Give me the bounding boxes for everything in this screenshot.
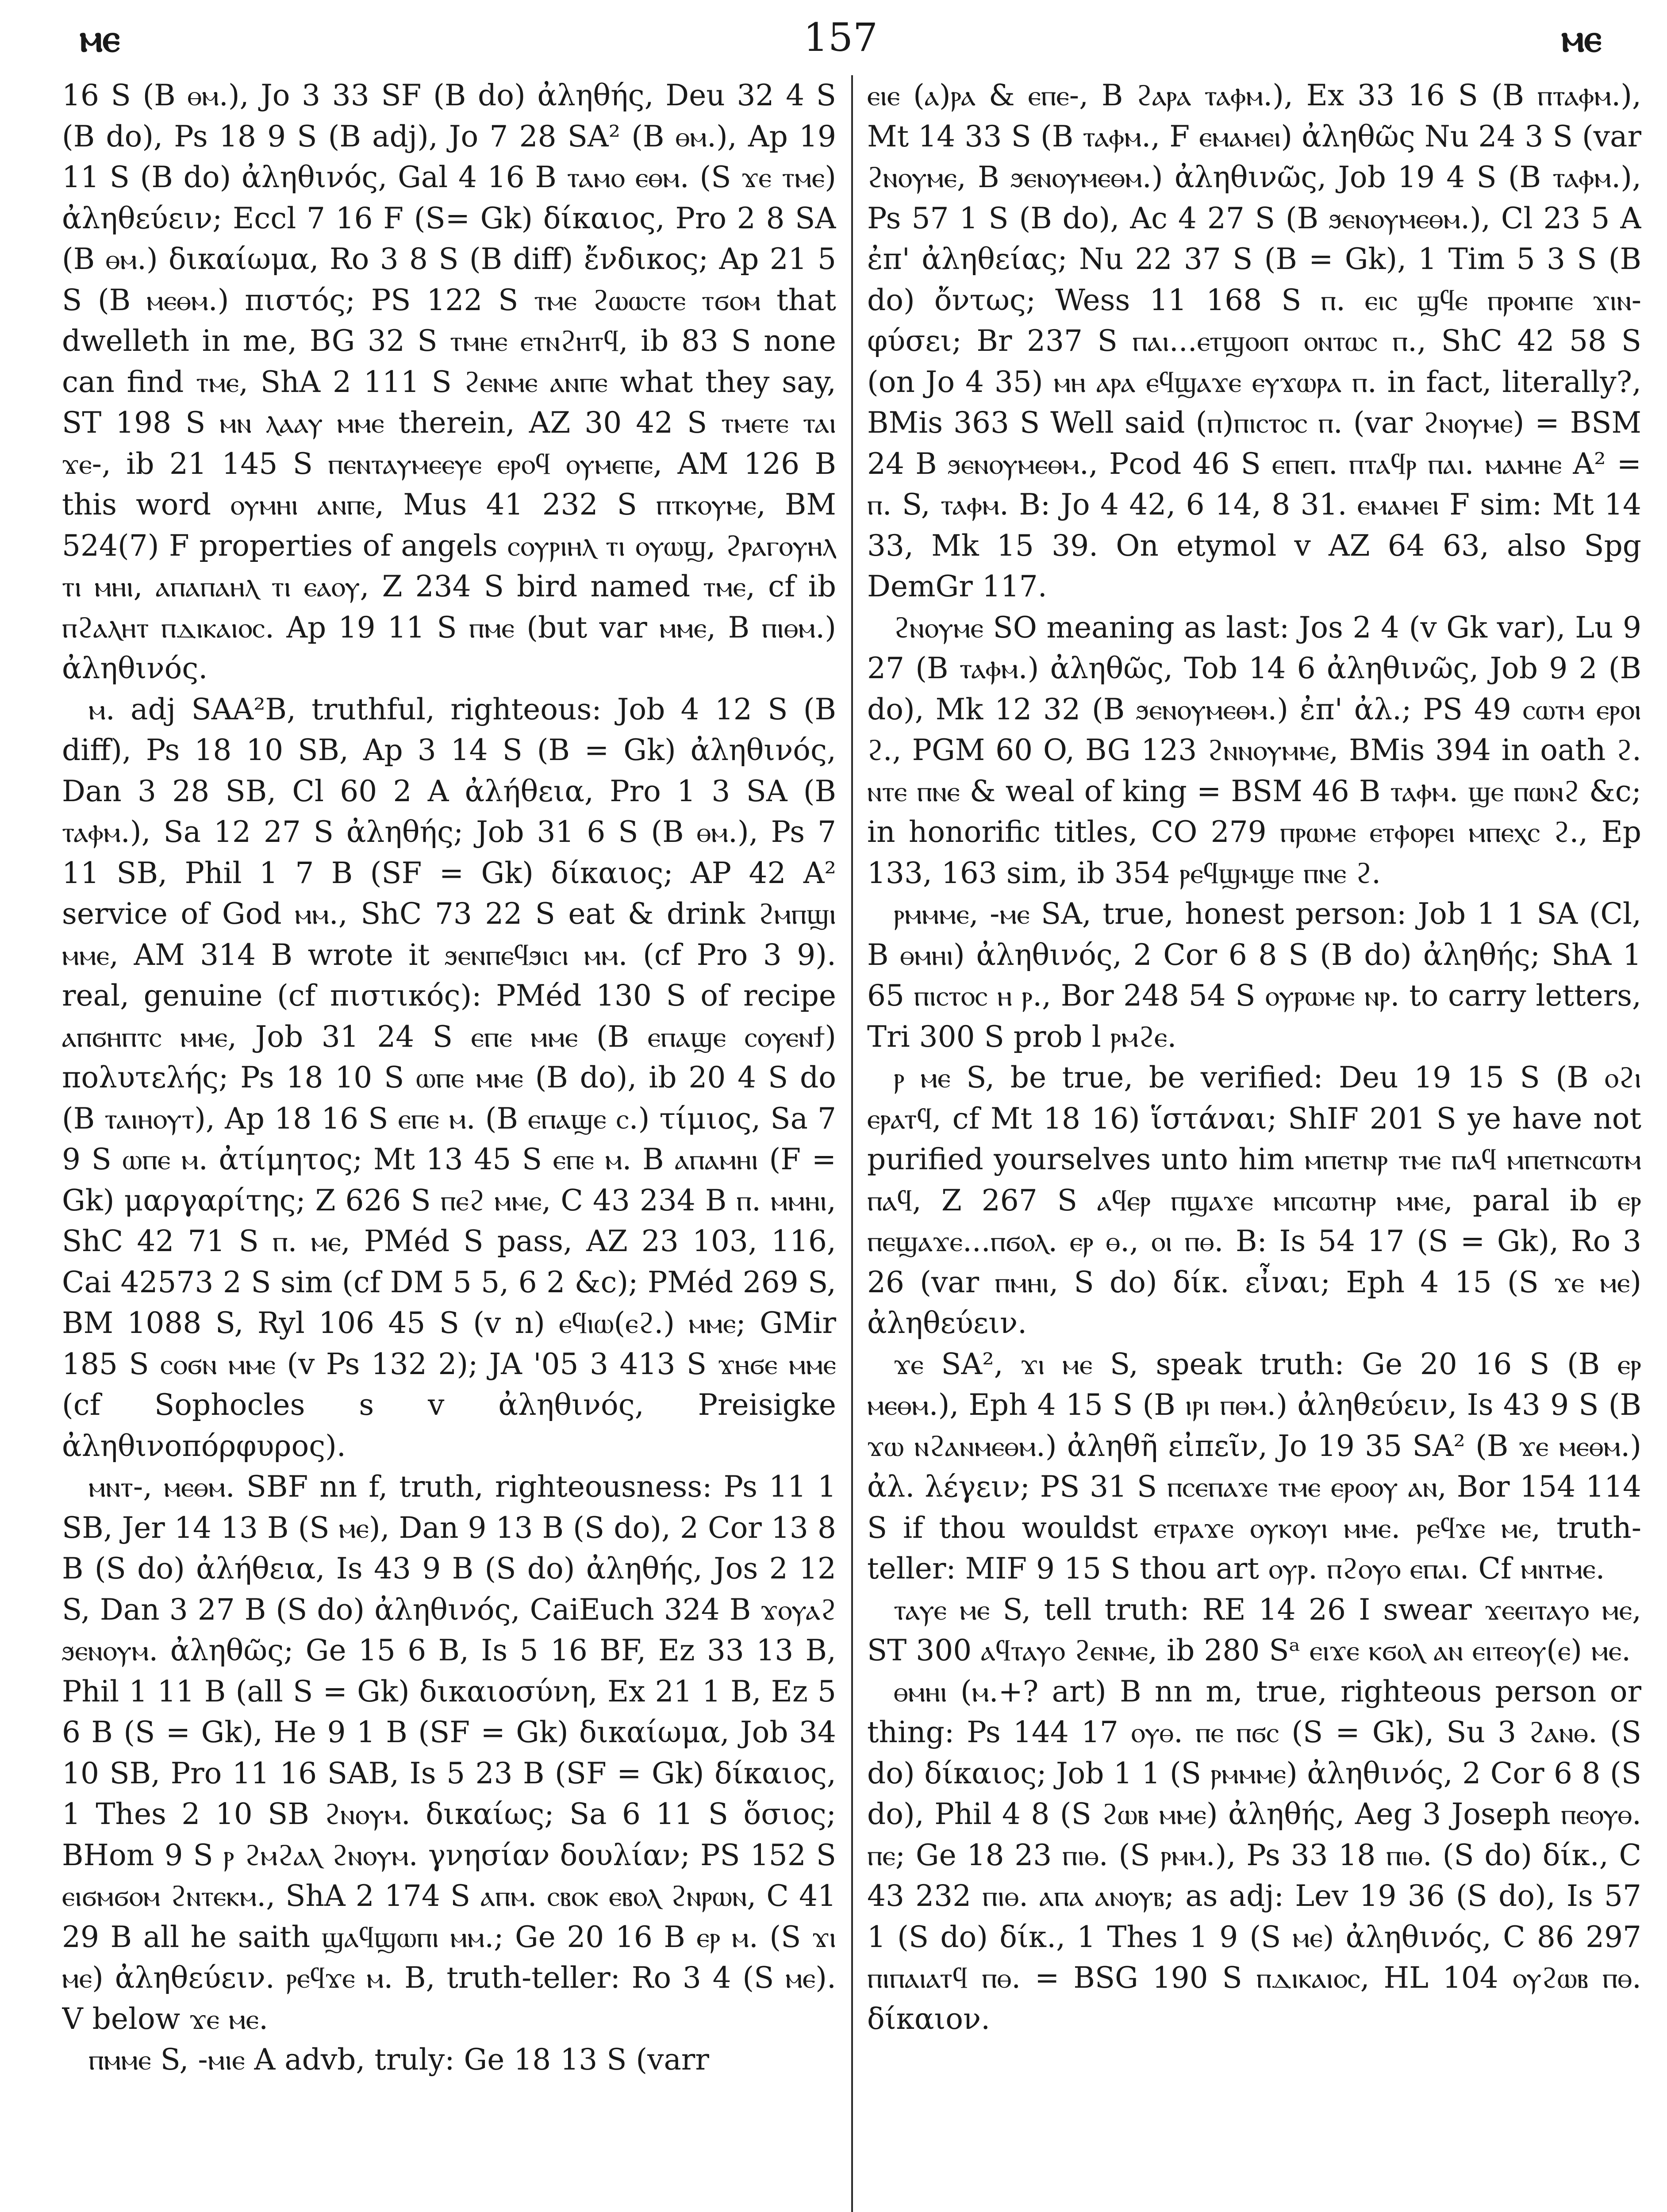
entry-paragraph: ⲣⲙⲙⲙⲉ, -ⲙⲉ SA, true, honest person: Job 1 1 SA (Cl, B ⲑⲙⲏⲓ) ἀληθινός, 2 Cor 6 8 S (B do) ἀληθής; ShA 1 65 ⲡⲓⲥⲧⲟⲥ ⲏ ⲣ., Bor 248 54 S ⲟⲩⲣⲱⲙⲉ ⲛⲣ. to carry letters, Tri 300 S prob l ⲣⲙϩⲉ. xyxy=(867,897,1641,1054)
entry-paragraph: ⲉⲓⲉ (ⲁ)ⲣⲁ & ⲉⲡⲉ-, B ϩⲁⲣⲁ ⲧⲁⲫⲙ.), Ex 33 16 S (B ⲡⲧⲁⲫⲙ.), Mt 14 33 S (B ⲧⲁⲫⲙ., F ⲉⲙⲁⲙⲉⲓ) ἀληθῶς Nu 24 3 S (var ϩⲛⲟⲩⲙⲉ, B ϧⲉⲛⲟⲩⲙⲉⲑⲙ.) ἀληθινῶς, Job 19 4 S (B ⲧⲁⲫⲙ.), Ps 57 1 S (B do), Ac 4 27 S (B ϧⲉⲛⲟⲩⲙⲉⲑⲙ.), Cl 23 5 A ἐπ' ἀληθείας; Nu 22 37 S (B = Gk), 1 Tim 5 3 S (B do) ὄντως; Wess 11 168 S ⲡ. ⲉⲓⲥ ϣϥⲉ ⲡⲣⲟⲙⲡⲉ ϫⲓⲛ- φύσει; Br 237 S ⲡⲁⲓ...ⲉⲧϣⲟⲟⲡ ⲟⲛⲧⲱⲥ ⲡ., ShC 42 58 S (on Jo 4 35) ⲙⲏ ⲁⲣⲁ ⲉϥϣⲁϫⲉ ⲉⲩϫⲱⲣⲁ ⲡ. in fact, literally?, BMis 363 S Well said (ⲡ)ⲡⲓⲥⲧⲟⲥ ⲡ. (var ϩⲛⲟⲩⲙⲉ) = BSM 24 B ϧⲉⲛⲟⲩⲙⲉⲑⲙ., Pcod 46 S ⲉⲡⲉⲡ. ⲡⲧⲁϥⲣ ⲡⲁⲓ. ⲙⲁⲙⲏⲉ A² = ⲡ. S, ⲧⲁⲫⲙ. B: Jo 4 42, 6 14, 8 31. ⲉⲙⲁⲙⲉⲓ F sim: Mt 14 33, Mk 15 39. On etymol v AZ 64 63, also Spg DemGr 117. xyxy=(867,78,1641,603)
page-header xyxy=(62,13,1619,66)
right-column xyxy=(867,75,1641,2212)
entry-paragraph: ⲣ ⲙⲉ S, be true, be verified: Deu 19 15 S (B ⲟϩⲓ ⲉⲣⲁⲧϥ, cf Mt 18 16) ἵστάναι; ShIF 201 S ye have not purified yourselves unto him ⲙⲡⲉⲧⲛⲣ ⲧⲙⲉ ⲡⲁϥ ⲙⲡⲉⲧⲛⲥⲱⲧⲙ ⲡⲁϥ, Z 267 S ⲁϥⲉⲣ ⲡϣⲁϫⲉ ⲙⲡⲥⲱⲧⲏⲣ ⲙⲙⲉ, paral ib ⲉⲣ ⲡⲉϣⲁϫⲉ...ⲡϭⲟⲗ. ⲉⲣ ⲑ., ⲟⲓ ⲡⲑ. B: Is 54 17 (S = Gk), Ro 3 26 (var ⲡⲙⲏⲓ, S do) δίκ. εἶναι; Eph 4 15 (S ϫⲉ ⲙⲉ) ἀληθεύειν. xyxy=(867,1060,1641,1340)
page-number: 157 xyxy=(803,15,878,60)
left-column xyxy=(62,75,836,2212)
right-running-headword: ⲙⲉ xyxy=(1561,15,1602,61)
column-divider xyxy=(851,75,853,2212)
entry-paragraph: ⲧⲁⲩⲉ ⲙⲉ S, tell truth: RE 14 26 I swear ϫⲉⲉⲓⲧⲁⲩⲟ ⲙⲉ, ST 300 ⲁϥⲧⲁⲩⲟ ϩⲉⲛⲙⲉ, ib 280 Sᵃ ⲉⲓϫⲉ ⲕϭⲟⲗ ⲁⲛ ⲉⲓⲧⲉⲟⲩ(ⲉ) ⲙⲉ. xyxy=(867,1592,1641,1667)
entry-paragraph: ϩⲛⲟⲩⲙⲉ SO meaning as last: Jos 2 4 (v Gk var), Lu 9 27 (B ⲧⲁⲫⲙ.) ἀληθῶς, Tob 14 6 ἀληθινῶς, Job 9 2 (B do), Mk 12 32 (B ϧⲉⲛⲟⲩⲙⲉⲑⲙ.) ἐπ' ἀλ.; PS 49 ⲥⲱⲧⲙ ⲉⲣⲟⲓ ϩ., PGM 60 O, BG 123 ϩⲛⲛⲟⲩⲙⲙⲉ, BMis 394 in oath ϩ. ⲛⲧⲉ ⲡⲛⲉ & weal of king = BSM 46 B ⲧⲁⲫⲙ. ϣⲉ ⲡⲱⲛϩ &c; in honorific titles, CO 279 ⲡⲣⲱⲙⲉ ⲉⲧⲫⲟⲣⲉⲓ ⲙⲡⲉⲭⲥ ϩ., Ep 133, 163 sim, ib 354 ⲣⲉϥϣⲙϣⲉ ⲡⲛⲉ ϩ. xyxy=(867,610,1641,890)
entry-paragraph: ⲑⲙⲏⲓ (ⲙ.+? art) B nn m, true, righteous person or thing: Ps 144 17 ⲟⲩⲑ. ⲡⲉ ⲡϭⲥ (S = Gk), Su 3 ϩⲁⲛⲑ. (S do) δίκαιος; Job 1 1 (S ⲣⲙⲙⲙⲉ) ἀληθινός, 2 Cor 6 8 (S do), Phil 4 8 (S ϩⲱⲃ ⲙⲙⲉ) ἀληθής, Aeg 3 Joseph ⲡⲉⲟⲩⲑ. ⲡⲉ; Ge 18 23 ⲡⲓⲑ. (S ⲣⲙⲙ.), Ps 33 18 ⲡⲓⲑ. (S do) δίκ., C 43 232 ⲡⲓⲑ. ⲁⲡⲁ ⲁⲛⲟⲩⲃ; as adj: Lev 19 36 (S do), Is 57 1 (S do) δίκ., 1 Thes 1 9 (S ⲙⲉ) ἀληθινός, C 86 297 ⲡⲓⲡⲁⲓⲁⲧϥ ⲡⲑ. = BSG 190 S ⲡⲇⲓⲕⲁⲓⲟⲥ, HL 104 ⲟⲩϩⲱⲃ ⲡⲑ. δίκαιον. xyxy=(867,1674,1641,2036)
entry-paragraph: ⲡⲙⲙⲉ S, -ⲙⲓⲉ A advb, truly: Ge 18 13 S (varr xyxy=(88,2043,709,2077)
entry-paragraph: ⲙⲛⲧ-, ⲙⲉⲑⲙ. SBF nn f, truth, righteousness: Ps 11 1 SB, Jer 14 13 B (S ⲙⲉ), Dan 9 13 B (S do), 2 Cor 13 8 B (S do) ἀλήθεια, Is 43 9 B (S do) ἀληθής, Jos 2 12 S, Dan 3 27 B (S do) ἀληθινός, CaiEuch 324 B ϫⲟⲩⲁϩ ϧⲉⲛⲟⲩⲙ. ἀληθῶς; Ge 15 6 B, Is 5 16 BF, Ez 33 13 B, Phil 1 11 B (all S = Gk) δικαιοσύνη, Ex 21 1 B, Ez 5 6 B (S = Gk), He 9 1 B (SF = Gk) δικαίωμα, Job 34 10 SB, Pro 11 16 SAB, Is 5 23 B (SF = Gk) δίκαιος, 1 Thes 2 10 SB ϩⲛⲟⲩⲙ. δικαίως; Sa 6 11 S ὅσιος; BHom 9 S ⲣ ϩⲙϩⲁⲗ ϩⲛⲟⲩⲙ. γνησίαν δουλίαν; PS 152 S ⲉⲓϭⲙϭⲟⲙ ϩⲛⲧⲉⲕⲙ., ShA 2 174 S ⲁⲡⲙ. ⲥⲃⲟⲕ ⲉⲃⲟⲗ ϩⲛⲣⲱⲛ, C 41 29 B all he saith ϣⲁϥϣⲱⲡⲓ ⲙⲙ.; Ge 20 16 B ⲉⲣ ⲙ. (S ϫⲓ ⲙⲉ) ἀληθεύειν. ⲣⲉϥϫⲉ ⲙ. B, truth-teller: Ro 3 4 (S ⲙⲉ). V below ϫⲉ ⲙⲉ. xyxy=(62,1470,836,2036)
entry-paragraph: 16 S (B ⲑⲙ.), Jo 3 33 SF (B do) ἀληθής, Deu 32 4 S (B do), Ps 18 9 S (B adj), Jo 7 28 SA² (B ⲑⲙ.), Ap 19 11 S (B do) ἀληθινός, Gal 4 16 B ⲧⲁⲙⲟ ⲉⲑⲙ. (S ϫⲉ ⲧⲙⲉ) ἀληθεύειν; Eccl 7 16 F (S= Gk) δίκαιος, Pro 2 8 SA (B ⲑⲙ.) δικαίωμα, Ro 3 8 S (B diff) ἔνδικος; Ap 21 5 S (B ⲙⲉⲑⲙ.) πιστός; PS 122 S ⲧⲙⲉ ϩⲱⲱⲥⲧⲉ ⲧϭⲟⲙ that dwelleth in me, BG 32 S ⲧⲙⲏⲉ ⲉⲧⲛϩⲏⲧϥ, ib 83 S none can find ⲧⲙⲉ, ShA 2 111 S ϩⲉⲛⲙⲉ ⲁⲛⲡⲉ what they say, ST 198 S ⲙⲛ ⲗⲁⲁⲩ ⲙⲙⲉ therein, AZ 30 42 S ⲧⲙⲉⲧⲉ ⲧⲁⲓ ϫⲉ-, ib 21 145 S ⲡⲉⲛⲧⲁⲩⲙⲉⲉⲩⲉ ⲉⲣⲟϥ ⲟⲩⲙⲉⲡⲉ, AM 126 B this word ⲟⲩⲙⲏⲓ ⲁⲛⲡⲉ, Mus 41 232 S ⲡⲧⲕⲟⲩⲙⲉ, BM 524(7) F properties of angels ⲥⲟⲩⲣⲓⲏⲗ ⲧⲓ ⲟⲩⲱϣ, ϩⲣⲁⲅⲟⲩⲏⲗ ⲧⲓ ⲙⲏⲓ, ⲁⲡⲁⲡⲁⲏⲗ ⲧⲓ ⲉⲁⲟⲩ, Z 234 S bird named ⲧⲙⲉ, cf ib ⲡϩⲁⲗⲏⲧ ⲡⲇⲓⲕⲁⲓⲟⲥ. Ap 19 11 S ⲡⲙⲉ (but var ⲙⲙⲉ, B ⲡⲓⲑⲙ.) ἀληθινός. xyxy=(62,78,836,685)
entry-paragraph: ϫⲉ SA², ϫⲓ ⲙⲉ S, speak truth: Ge 20 16 S (B ⲉⲣ ⲙⲉⲑⲙ.), Eph 4 15 S (B ⲓⲣⲓ ⲡⲑⲙ.) ἀληθεύειν, Is 43 9 S (B ϫⲱ ⲛϩⲁⲛⲙⲉⲑⲙ.) ἀληθῆ εἰπεῖν, Jo 19 35 SA² (B ϫⲉ ⲙⲉⲑⲙ.) ἀλ. λέγειν; PS 31 S ⲡⲥⲉⲡⲁϫⲉ ⲧⲙⲉ ⲉⲣⲟⲟⲩ ⲁⲛ, Bor 154 114 S if thou wouldst ⲉⲧⲣⲁϫⲉ ⲟⲩⲕⲟⲩⲓ ⲙⲙⲉ. ⲣⲉϥϫⲉ ⲙⲉ, truth-teller: MIF 9 15 S thou art ⲟⲩⲣ. ⲡϩⲟⲩⲟ ⲉⲡⲁⲓ. Cf ⲙⲛⲧⲙⲉ. xyxy=(867,1347,1641,1586)
entry-paragraph: ⲙ. adj SAA²B, truthful, righteous: Job 4 12 S (B diff), Ps 18 10 SB, Ap 3 14 S (B = Gk) ἀληθινός, Dan 3 28 SB, Cl 60 2 A ἀλήθεια, Pro 1 3 SA (B ⲧⲁⲫⲙ.), Sa 12 27 S ἀληθής; Job 31 6 S (B ⲑⲙ.), Ps 7 11 SB, Phil 1 7 B (SF = Gk) δίκαιος; AP 42 A² service of God ⲙⲙ., ShC 73 22 S eat & drink ϩⲙⲡϣⲓ ⲙⲙⲉ, AM 314 B wrote it ϧⲉⲛⲡⲉϥϧⲓⲥⲓ ⲙⲙ. (cf Pro 3 9). real, genuine (cf πιστικός): PMéd 130 S of recipe ⲁⲡϭⲏⲡⲧⲥ ⲙⲙⲉ, Job 31 24 S ⲉⲡⲉ ⲙⲙⲉ (B ⲉⲡⲁϣⲉ ⲥⲟⲩⲉⲛϯ) πολυτελής; Ps 18 10 S ⲱⲡⲉ ⲙⲙⲉ (B do), ib 20 4 S do (B ⲧⲁⲓⲏⲟⲩⲧ), Ap 18 16 S ⲉⲡⲉ ⲙ. (B ⲉⲡⲁϣⲉ ⲥ.) τίμιος, Sa 7 9 S ⲱⲡⲉ ⲙ. ἀτίμητος; Mt 13 45 S ⲉⲡⲉ ⲙ. B ⲁⲡⲁⲙⲏⲓ (F = Gk) μαργαρίτης; Z 626 S ⲡⲉϩ ⲙⲙⲉ, C 43 234 B ⲡ. ⲙⲙⲏⲓ, ShC 42 71 S ⲡ. ⲙⲉ, PMéd S pass, AZ 23 103, 116, Cai 42573 2 S sim (cf DM 5 5, 6 2 &c); PMéd 269 S, BM 1088 S, Ryl 106 45 S (v n) ⲉϥⲓⲱ(ⲉϩ.) ⲙⲙⲉ; GMir 185 S ⲥⲟϭⲛ ⲙⲙⲉ (v Ps 132 2); JA '05 3 413 S ϫⲏϭⲉ ⲙⲙⲉ (cf Sophocles s v ἀληθινός, Preisigke ἀληθινοπόρφυρος). xyxy=(62,692,836,1463)
left-running-headword: ⲙⲉ xyxy=(80,15,120,61)
